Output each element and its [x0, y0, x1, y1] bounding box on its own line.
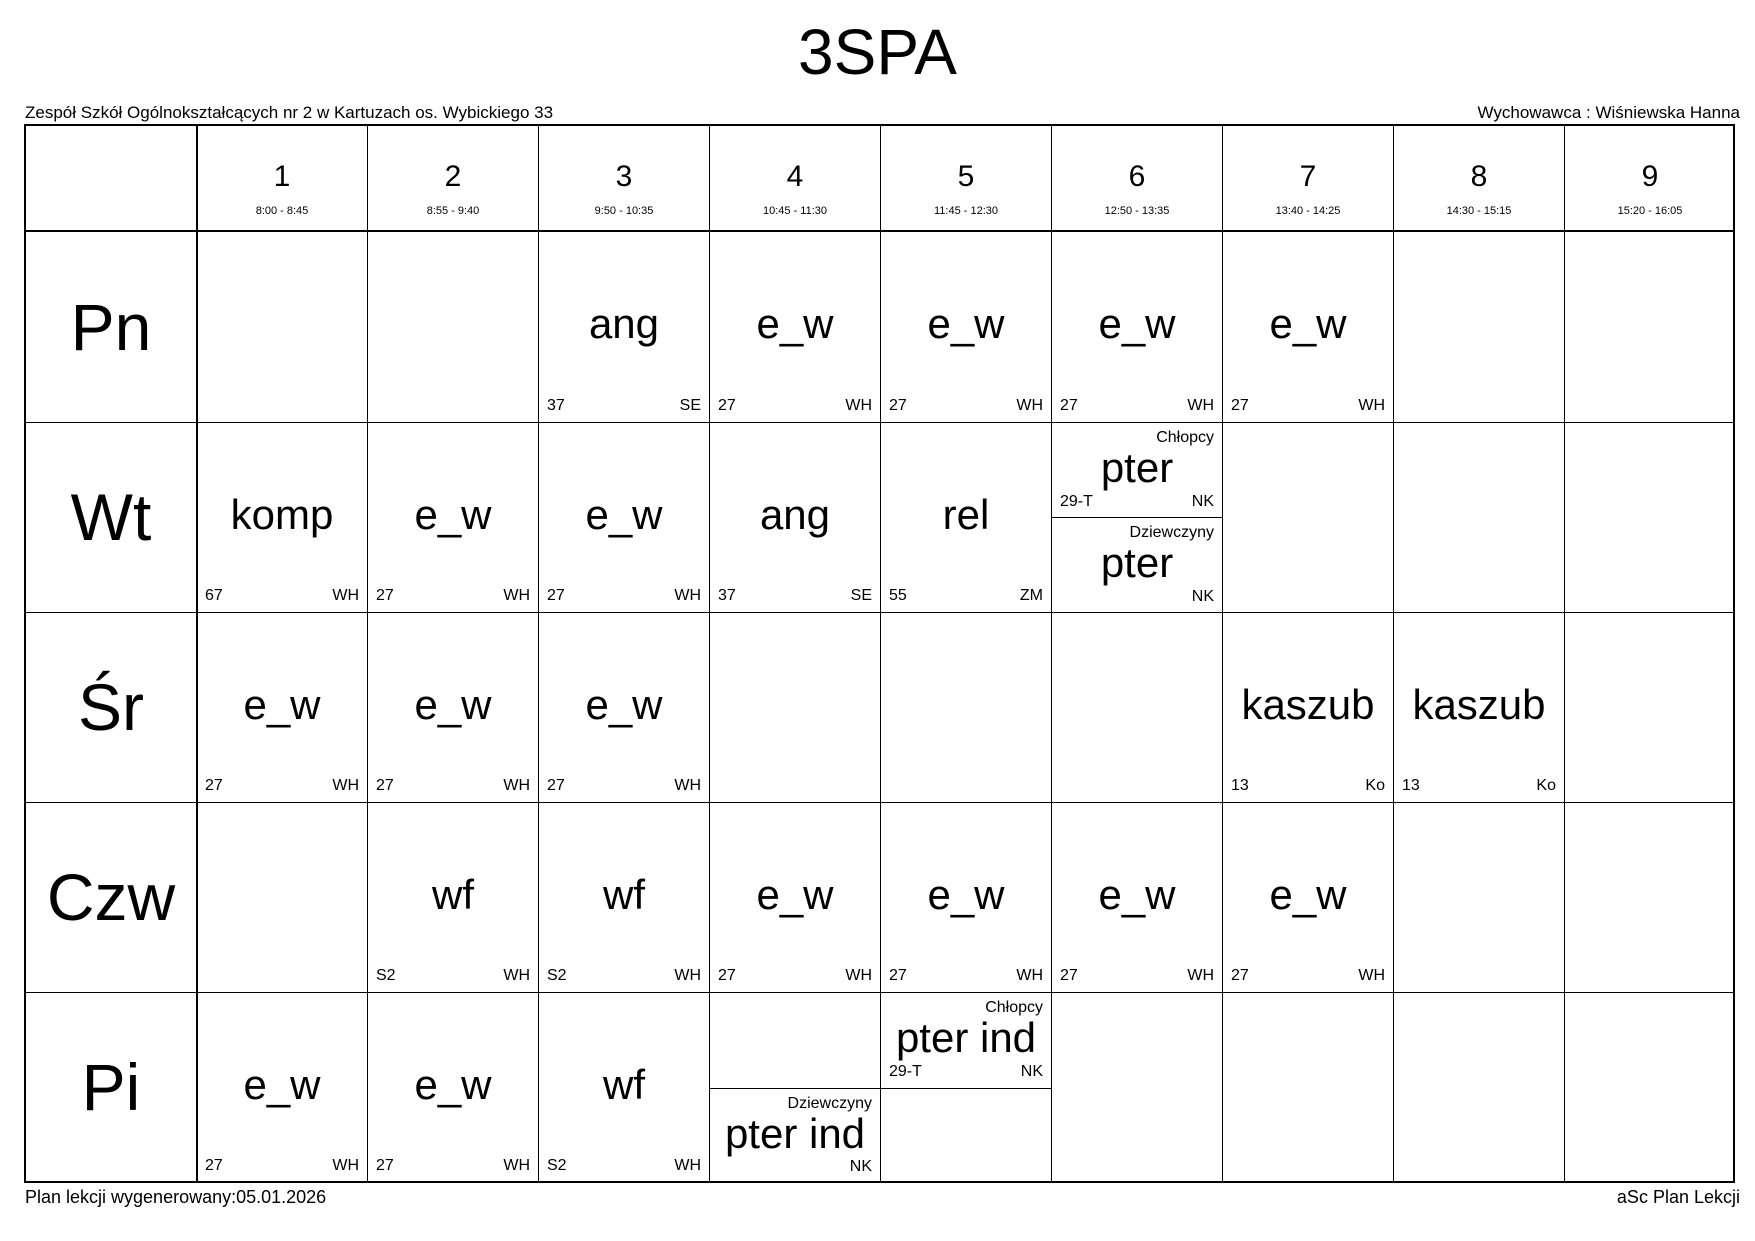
software-credit: aSc Plan Lekcji [1616, 1187, 1740, 1207]
lesson-teacher: WH [845, 397, 872, 414]
lesson-subject: ang [759, 491, 831, 538]
period-header-1 [197, 126, 367, 230]
period-number: 1 [273, 160, 291, 193]
lesson-teacher: WH [332, 1157, 359, 1174]
lesson-room: 27 [205, 1157, 223, 1174]
lesson-room: S2 [376, 967, 396, 984]
lesson-room: 27 [1231, 397, 1249, 414]
lesson-cell [1052, 232, 1222, 422]
lesson-room: 27 [889, 967, 907, 984]
lesson-room: 13 [1231, 777, 1249, 794]
period-number: 7 [1299, 160, 1317, 193]
lesson-teacher: NK [849, 1158, 872, 1175]
lesson-room: 13 [1402, 777, 1420, 794]
lesson-subject: e_w [1269, 300, 1347, 347]
lesson-teacher: WH [1358, 397, 1385, 414]
lesson-subject: wf [603, 871, 645, 918]
split-divider [710, 1088, 880, 1089]
lesson-cell [539, 613, 709, 802]
lesson-room: 27 [205, 777, 223, 794]
lesson-cell [539, 232, 709, 422]
column-divider [1564, 126, 1565, 1181]
lesson-teacher: WH [1187, 967, 1214, 984]
period-time: 12:50 - 13:35 [1104, 205, 1170, 217]
lesson-cell [1223, 803, 1393, 992]
split-lesson-cell [1052, 423, 1222, 612]
period-number: 8 [1470, 160, 1488, 193]
period-header-8 [1394, 126, 1564, 230]
lesson-teacher: WH [674, 967, 701, 984]
lesson-subject: e_w [243, 681, 321, 728]
lesson-cell [1394, 613, 1564, 802]
lesson-cell [1223, 232, 1393, 422]
lesson-room: 27 [1060, 967, 1078, 984]
lesson-cell [1052, 803, 1222, 992]
lesson-subject: ang [588, 300, 660, 347]
lesson-room: 29-T [1060, 493, 1093, 510]
lesson-teacher: WH [674, 777, 701, 794]
lesson-cell [368, 993, 538, 1183]
period-time: 10:45 - 11:30 [762, 205, 827, 217]
lesson-subject: e_w [927, 871, 1005, 918]
generated-date: Plan lekcji wygenerowany:05.01.2026 [25, 1187, 327, 1207]
day-label-pn: Pn [70, 290, 152, 364]
lesson-subject: pter ind [895, 1014, 1037, 1061]
period-number: 5 [957, 160, 975, 193]
lesson-group: Chłopcy [1156, 429, 1214, 446]
split-lesson-cell [881, 993, 1051, 1183]
lesson-teacher: WH [1016, 967, 1043, 984]
period-number: 3 [615, 160, 633, 193]
lesson-cell [197, 613, 367, 802]
lesson-cell [368, 423, 538, 612]
lesson-cell [539, 803, 709, 992]
lesson-room: S2 [547, 1157, 567, 1174]
period-header-4 [710, 126, 880, 230]
lesson-group: Chłopcy [985, 999, 1043, 1016]
lesson-cell [1223, 613, 1393, 802]
lesson-subject: e_w [243, 1061, 321, 1108]
period-header-9 [1565, 126, 1735, 230]
lesson-room: 37 [547, 397, 565, 414]
split-lesson-cell [710, 993, 880, 1183]
lesson-room: 27 [718, 967, 736, 984]
lesson-cell [710, 423, 880, 612]
period-time: 13:40 - 14:25 [1275, 205, 1341, 217]
lesson-cell [881, 232, 1051, 422]
lesson-room: 27 [376, 777, 394, 794]
lesson-cell [539, 993, 709, 1183]
lesson-group: Dziewczyny [1129, 524, 1214, 541]
lesson-subject: e_w [1269, 871, 1347, 918]
lesson-teacher: WH [1016, 397, 1043, 414]
lesson-teacher: WH [845, 967, 872, 984]
period-header-3 [539, 126, 709, 230]
lesson-subject: komp [230, 491, 334, 538]
lesson-room: S2 [547, 967, 567, 984]
lesson-room: 27 [889, 397, 907, 414]
lesson-teacher: WH [332, 587, 359, 604]
lesson-teacher: ZM [1019, 587, 1043, 604]
period-time: 14:30 - 15:15 [1446, 205, 1512, 217]
lesson-subject: e_w [414, 491, 492, 538]
lesson-room: 27 [1231, 967, 1249, 984]
lesson-subject: e_w [756, 300, 834, 347]
day-label-sr: Śr [78, 670, 144, 744]
lesson-teacher: NK [1020, 1063, 1043, 1080]
lesson-teacher: WH [674, 587, 701, 604]
lesson-cell [710, 232, 880, 422]
period-number: 2 [444, 160, 462, 193]
lesson-cell [197, 423, 367, 612]
lesson-cell [368, 803, 538, 992]
split-divider [881, 1088, 1051, 1089]
class-teacher: Wychowawca : Wiśniewska Hanna [1477, 103, 1740, 122]
lesson-cell [881, 803, 1051, 992]
school-name: Zespół Szkół Ogólnokształcących nr 2 w Kartuzach os. Wybickiego 33 [25, 103, 554, 122]
lesson-room: 67 [205, 587, 223, 604]
page-title: 3SPA [798, 16, 957, 88]
period-header-5 [881, 126, 1051, 230]
period-time: 15:20 - 16:05 [1617, 205, 1683, 217]
lesson-teacher: WH [503, 967, 530, 984]
lesson-subject: pter [1100, 539, 1174, 586]
lesson-subject: e_w [1098, 300, 1176, 347]
period-header-7 [1223, 126, 1393, 230]
lesson-teacher: WH [1358, 967, 1385, 984]
lesson-teacher: SE [679, 397, 701, 414]
timetable-grid [24, 124, 1735, 1183]
lesson-subject: wf [432, 871, 474, 918]
lesson-subject: rel [942, 491, 990, 538]
lesson-subject: e_w [414, 681, 492, 728]
period-header-2 [368, 126, 538, 230]
lesson-teacher: WH [1187, 397, 1214, 414]
split-divider [1052, 517, 1222, 518]
lesson-subject: e_w [585, 681, 663, 728]
lesson-cell [881, 423, 1051, 612]
lesson-cell [368, 613, 538, 802]
lesson-room: 29-T [889, 1063, 922, 1080]
lesson-cell [710, 803, 880, 992]
lesson-teacher: Ko [1365, 777, 1385, 794]
lesson-subject: e_w [585, 491, 663, 538]
day-label-czw: Czw [46, 860, 176, 934]
lesson-subject: wf [603, 1061, 645, 1108]
lesson-teacher: NK [1191, 588, 1214, 605]
lesson-room: 27 [376, 1157, 394, 1174]
lesson-teacher: SE [850, 587, 872, 604]
lesson-room: 27 [547, 777, 565, 794]
lesson-subject: kaszub [1241, 681, 1375, 728]
lesson-subject: e_w [927, 300, 1005, 347]
period-number: 9 [1641, 160, 1659, 193]
lesson-subject: e_w [756, 871, 834, 918]
period-header-6 [1052, 126, 1222, 230]
lesson-subject: pter [1100, 444, 1174, 491]
lesson-teacher: WH [503, 587, 530, 604]
day-label-pi: Pi [81, 1050, 141, 1124]
lesson-room: 27 [547, 587, 565, 604]
lesson-teacher: WH [674, 1157, 701, 1174]
period-number: 4 [786, 160, 804, 193]
lesson-teacher: WH [332, 777, 359, 794]
lesson-room: 55 [889, 587, 907, 604]
lesson-teacher: Ko [1536, 777, 1556, 794]
lesson-room: 37 [718, 587, 736, 604]
lesson-subject: e_w [1098, 871, 1176, 918]
period-time: 9:50 - 10:35 [594, 205, 654, 217]
lesson-subject: kaszub [1412, 681, 1546, 728]
day-label-wt: Wt [70, 480, 152, 554]
period-time: 8:00 - 8:45 [255, 205, 309, 217]
lesson-teacher: NK [1191, 493, 1214, 510]
lesson-teacher: WH [503, 1157, 530, 1174]
period-time: 8:55 - 9:40 [426, 205, 480, 217]
period-number: 6 [1128, 160, 1146, 193]
period-time: 11:45 - 12:30 [933, 205, 998, 217]
lesson-cell [197, 993, 367, 1183]
lesson-cell [539, 423, 709, 612]
lesson-room: 27 [376, 587, 394, 604]
lesson-group: Dziewczyny [787, 1095, 872, 1112]
lesson-subject: pter ind [724, 1110, 866, 1157]
lesson-room: 27 [718, 397, 736, 414]
lesson-subject: e_w [414, 1061, 492, 1108]
lesson-teacher: WH [503, 777, 530, 794]
lesson-room: 27 [1060, 397, 1078, 414]
